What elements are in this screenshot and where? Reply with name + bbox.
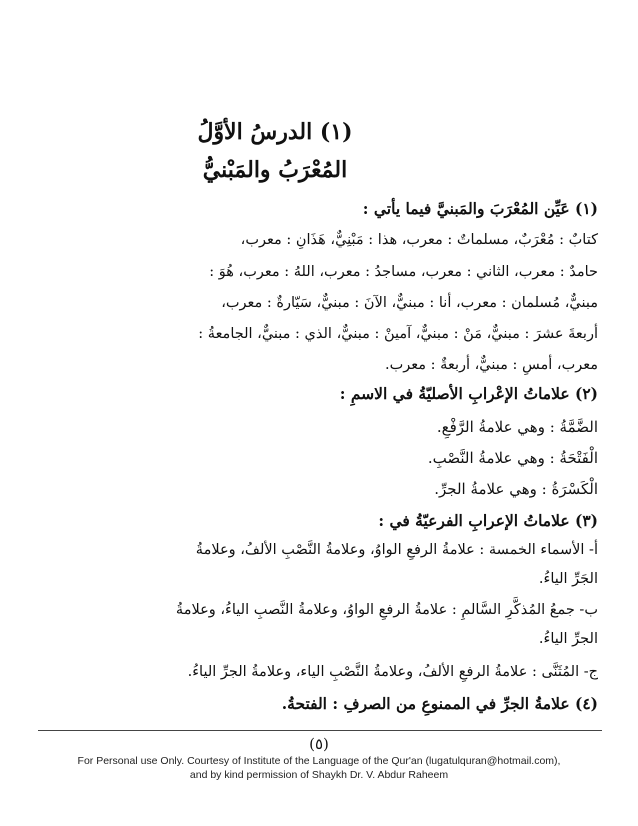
exercise1-line: كتابٌ : مُعْرَبٌ، مسلماتٌ : معرب، هذا : مَبْنِيٌّ، هَذَانِ : معرب، [240, 232, 598, 248]
section4-heading: (٤) علامةُ الجرِّ في الممنوعِ من الصرفِ : الفتحةُ. [281, 694, 598, 713]
footer-line-2: and by kind permission of Shaykh Dr. V. Abdur Raheem [189, 769, 449, 781]
lesson-title: (١) الدرسُ الأوَّلُ [197, 119, 353, 145]
exercise1-line: معرب، أمسِ : مبنيٌّ، أربعةٌ : معرب. [385, 357, 598, 373]
section2-item: الْفَتْحَةُ : وهي علامةُ النَّصْبِ. [427, 449, 598, 467]
footer-line-1: For Personal use Only. Courtesy of Institute of the Language of the Qur'an (lugatulquran@hotmail.com), [77, 755, 561, 767]
exercise1-line: حامدٌ : معرب، الثاني : معرب، مساجدُ : معرب، اللهُ : معرب، هُوَ : [209, 264, 598, 280]
exercise1-heading: (١) عَيِّن المُعْرَبَ والمَبنيَّ فيما يأتي : [362, 199, 598, 218]
lesson-subtitle: المُعْرَبُ والمَبْنيُّ [202, 157, 348, 183]
section3-line: الجرِّ الياءُ. [538, 631, 598, 647]
section3-line: ب- جمعُ المُذكَّرِ السَّالمِ : علامةُ الرفعِ الواوُ، وعلامةُ النَّصبِ الياءُ، وعلامةُ [175, 602, 598, 618]
section2-item: الْكَسْرَةُ : وهي علامةُ الجرِّ. [434, 480, 598, 498]
section3-line: ج- المُثَنَّى : علامةُ الرفعِ الألفُ، وعلامةُ النَّصْبِ الياء، وعلامةُ الجرِّ الياءُ. [187, 664, 598, 680]
footer-divider [38, 730, 602, 731]
section3-heading: (٣) علاماتُ الإعرابِ الفرعيّةُ في : [378, 511, 598, 530]
section2-item: الضَّمَّةُ : وهي علامةُ الرَّفْعِ. [436, 418, 598, 436]
page-number: (٥) [309, 735, 329, 753]
exercise1-line: أربعةَ عشرَ : مبنيٌّ، مَنْ : مبنيٌّ، آمينْ : مبنيٌّ، الذي : مبنيٌّ، الجامعةُ : [198, 326, 598, 342]
section3-line: أ- الأسماء الخمسة : علامةُ الرفعِ الواوُ، وعلامةُ النَّصْبِ الألفُ، وعلامةُ [195, 542, 598, 558]
section3-line: الجَرِّ الياءُ. [538, 571, 598, 587]
section2-heading: (٢) علاماتُ الإعْرابِ الأصليّةُ في الاسمِ : [339, 384, 598, 403]
exercise1-line: مبنيٌّ، مُسلمان : معرب، أنا : مبنيٌّ، الآنَ : مبنيٌّ، سَيّارةٌ : معرب، [221, 295, 598, 311]
